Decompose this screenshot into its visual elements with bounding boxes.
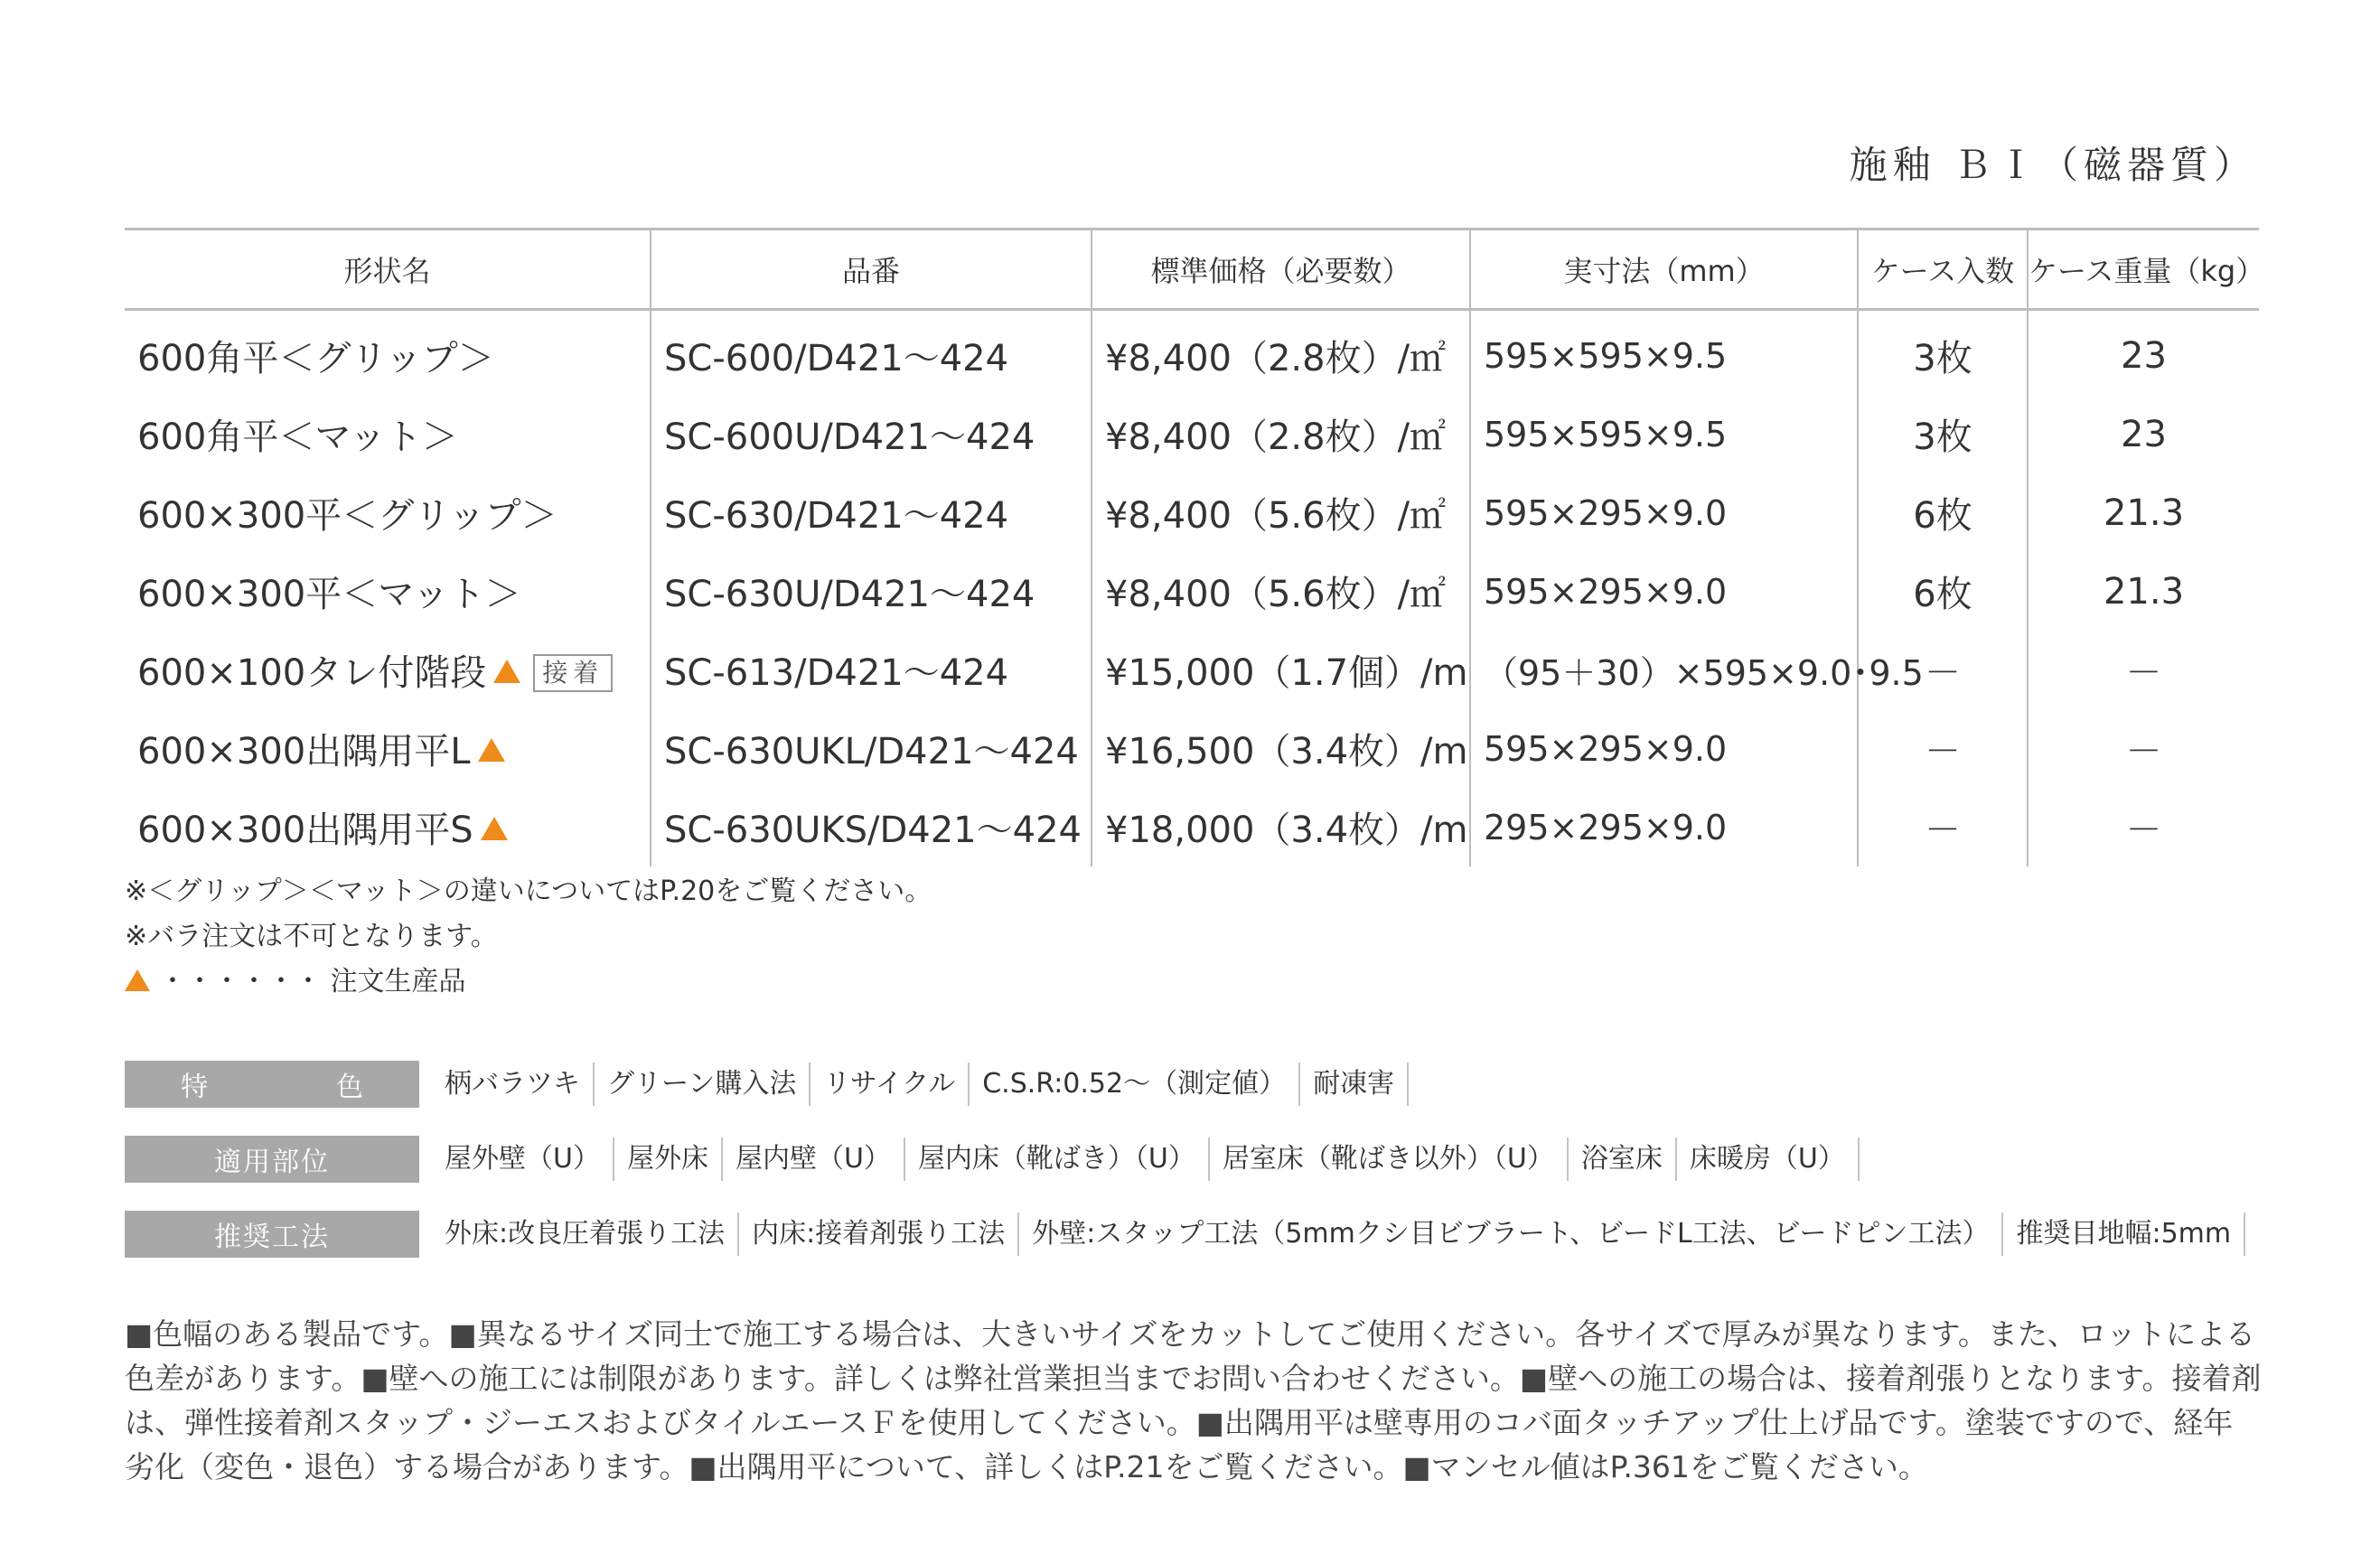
attr-item: 外壁:スタップ工法（5mmクシ目ビブラート、ビードL工法、ビードピン工法） — [1019, 1213, 2003, 1256]
header-case-qty: ケース入数 — [1858, 229, 2028, 310]
cell-case-weight: 23 — [2121, 413, 2167, 455]
cell-case-qty: － — [1858, 709, 2028, 788]
attr-row-methods — [125, 1211, 2245, 1258]
attr-item: 屋内床（靴ばき）（U） — [905, 1138, 1210, 1181]
cell-code: SC-630UKS/D421～424 — [651, 788, 1092, 866]
attr-item: 外床:改良圧着張り工法 — [432, 1213, 739, 1256]
attr-item: 推奨目地幅:5mm — [2003, 1213, 2245, 1256]
shape-name: 600×300出隅用平S — [137, 810, 473, 851]
attr-item: 浴室床 — [1569, 1138, 1677, 1181]
cell-case-qty: 6枚 — [1858, 473, 2028, 552]
cell-code: SC-600U/D421～424 — [651, 395, 1092, 473]
made-to-order-triangle-icon — [481, 817, 508, 840]
cell-shape — [125, 631, 651, 709]
cell-case-qty: － — [1858, 788, 2028, 866]
cell-size: 595×595×9.5 — [1470, 395, 1858, 473]
cell-size: （95＋30）×595×9.0･9.5 — [1470, 631, 1858, 709]
header-case-weight: ケース重量（kg） — [2028, 229, 2259, 310]
shape-name: 600角平＜マット＞ — [137, 417, 458, 458]
made-to-order-triangle-icon — [478, 738, 505, 762]
shape-name: 600角平＜グリップ＞ — [137, 338, 494, 379]
attr-item: 屋外床 — [614, 1138, 723, 1181]
spec-table — [125, 228, 2265, 866]
attr-item: 屋内壁（U） — [723, 1138, 905, 1181]
note-grip-matte: ※＜グリップ＞＜マット＞の違いについてはP.20をご覧ください。 — [125, 876, 932, 907]
header-size: 実寸法（mm） — [1470, 229, 1858, 310]
cell-code: SC-613/D421～424 — [651, 631, 1092, 709]
shape-name: 600×300出隅用平L — [137, 731, 471, 772]
cell-case-qty: － — [1858, 631, 2028, 709]
cell-price: ¥8,400（5.6枚）/㎡ — [1092, 473, 1470, 552]
made-to-order-triangle-icon — [493, 660, 520, 683]
attr-item: C.S.R:0.52～（測定値） — [970, 1063, 1300, 1106]
attr-item: 柄バラツキ — [432, 1063, 595, 1106]
cell-case-qty: 6枚 — [1858, 552, 2028, 631]
table-header-row — [125, 229, 2259, 310]
legend-made-to-order — [125, 960, 932, 1005]
note-no-split-order: ※バラ注文は不可となります。 — [125, 921, 498, 952]
attr-item: 居室床（靴ばき以外）（U） — [1210, 1138, 1569, 1181]
attr-item: グリーン購入法 — [595, 1063, 811, 1106]
table-row — [125, 310, 2259, 396]
cell-code: SC-630UKL/D421～424 — [651, 709, 1092, 788]
legend-text: ・・・・・・ 注文生産品 — [159, 966, 466, 997]
attr-row-features — [125, 1061, 1409, 1108]
attr-items-methods — [432, 1213, 2245, 1256]
table-row — [125, 552, 2259, 631]
header-shape: 形状名 — [125, 229, 651, 310]
cell-shape — [125, 473, 651, 552]
table-row — [125, 395, 2259, 473]
cell-case-weight: － — [2125, 731, 2162, 772]
attr-items-applications — [432, 1138, 1860, 1181]
cell-size: 595×295×9.0 — [1470, 709, 1858, 788]
adhesive-badge: 接着 — [533, 654, 613, 692]
cell-shape — [125, 310, 651, 396]
cell-price: ¥8,400（5.6枚）/㎡ — [1092, 552, 1470, 631]
table-row — [125, 473, 2259, 552]
shape-name: 600×300平＜グリップ＞ — [137, 495, 558, 537]
cell-price: ¥8,400（2.8枚）/㎡ — [1092, 310, 1470, 396]
cell-shape — [125, 709, 651, 788]
cell-code: SC-630U/D421～424 — [651, 552, 1092, 631]
cell-case-qty: 3枚 — [1858, 310, 2028, 396]
attr-label-features: 特 色 — [125, 1061, 419, 1108]
cell-size: 595×295×9.0 — [1470, 552, 1858, 631]
cell-case-weight: － — [2125, 810, 2162, 851]
cell-shape — [125, 788, 651, 866]
cell-case-weight: 21.3 — [2103, 570, 2185, 613]
cell-size: 595×295×9.0 — [1470, 473, 1858, 552]
cell-case-qty: 3枚 — [1858, 395, 2028, 473]
cell-size: 295×295×9.0 — [1470, 788, 1858, 866]
table-row — [125, 788, 2259, 866]
footer-note: ■色幅のある製品です。■異なるサイズ同士で施工する場合は、大きいサイズをカットしてご使用ください。各サイズで厚みが異なります。また、ロットによる色差があります。■壁への施工には制限があります。詳しくは弊社営業担当までお問い合わせください。■壁への施工の場合は、接着剤張りとなります。接着剤は、弾性接着剤スタップ・ジーエスおよびタイルエースＦを使用してください。■出隅用平は壁専用のコバ面タッチアップ仕上げ品です。塗装ですので、経年劣化（変色・退色）する場合があります。■出隅用平について、詳しくはP.21をご覧ください。■マンセル値はP.361をご覧ください。 — [125, 1316, 2262, 1484]
attr-label-applications: 適用部位 — [125, 1136, 419, 1183]
attr-row-applications — [125, 1136, 1860, 1183]
attr-item: 屋外壁（U） — [432, 1138, 614, 1181]
table-row — [125, 709, 2259, 788]
shape-name: 600×100タレ付階段 — [137, 652, 487, 694]
cell-code: SC-630/D421～424 — [651, 473, 1092, 552]
cell-price: ¥16,500（3.4枚）/m — [1092, 709, 1470, 788]
attr-item: 耐凍害 — [1300, 1063, 1409, 1106]
cell-code: SC-600/D421～424 — [651, 310, 1092, 396]
cell-shape — [125, 395, 651, 473]
header-code: 品番 — [651, 229, 1092, 310]
table-row — [125, 631, 2259, 709]
cell-price: ¥18,000（3.4枚）/m — [1092, 788, 1470, 866]
cell-case-weight: 23 — [2121, 334, 2167, 377]
attr-label-methods: 推奨工法 — [125, 1211, 419, 1258]
notes — [125, 869, 932, 1005]
shape-name: 600×300平＜マット＞ — [137, 574, 521, 615]
table-body — [125, 310, 2259, 867]
header-price: 標準価格（必要数） — [1092, 229, 1470, 310]
cell-price: ¥8,400（2.8枚）/㎡ — [1092, 395, 1470, 473]
cell-case-weight: 21.3 — [2103, 492, 2185, 534]
cell-price: ¥15,000（1.7個）/m — [1092, 631, 1470, 709]
cell-shape — [125, 552, 651, 631]
attr-item: リサイクル — [811, 1063, 970, 1106]
cell-size: 595×595×9.5 — [1470, 310, 1858, 396]
attr-item: 床暖房（U） — [1677, 1138, 1860, 1181]
attr-items-features — [432, 1063, 1409, 1106]
triangle-icon — [125, 969, 150, 991]
cell-case-weight: － — [2125, 652, 2162, 694]
page-title: 施釉 ＢＩ（磁器質） — [1849, 143, 2257, 187]
attr-item: 内床:接着剤張り工法 — [739, 1213, 1019, 1256]
